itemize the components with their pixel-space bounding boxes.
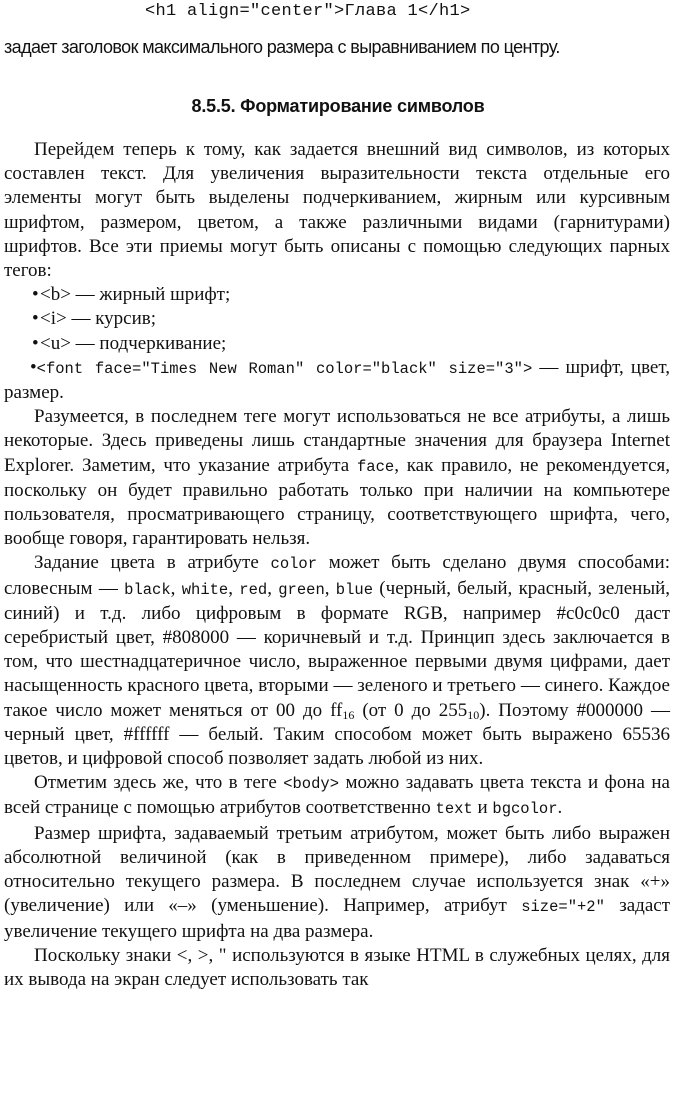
list-item-text: <u> — подчеркивание; bbox=[40, 332, 227, 354]
tag-list bbox=[4, 283, 670, 405]
list-item-text: <i> — курсив; bbox=[40, 308, 157, 330]
paragraph-body-tag bbox=[4, 771, 670, 821]
list-item-text: — шрифт, цвет, размер. bbox=[4, 356, 670, 404]
section-heading: 8.5.5. Форматирование символов bbox=[191, 96, 485, 116]
list-item-italic bbox=[4, 307, 670, 331]
text-run: и bbox=[472, 797, 493, 819]
paragraph-special-chars: Поскольку знаки <, >, " используются в языке HTML в служебных целях, для их вывода на экран следует использовать так bbox=[4, 944, 670, 990]
font-tag-code: <font face="Times New Roman" color="black" size="3"> bbox=[36, 359, 533, 378]
inline-code: color bbox=[270, 555, 318, 574]
text-run: (от 0 до 255 bbox=[354, 699, 468, 721]
text-run: , bbox=[267, 577, 279, 599]
inline-code: text bbox=[435, 800, 473, 819]
text-run: , bbox=[228, 577, 240, 599]
bullet: • bbox=[30, 356, 37, 378]
inline-code: blue bbox=[335, 580, 374, 599]
inline-code: green bbox=[278, 580, 325, 599]
text-run: , как правило, не рекомендуется, поскольку он будет правильно работать только при наличии на компьютере пользователя, просматривающего страницу, соответствующего шрифта, чего, вообще говоря, гарантировать нельзя. bbox=[4, 454, 670, 550]
text-run: задаст увеличение текущего шрифта на два размера. bbox=[4, 895, 670, 942]
text-run: (черный, белый, красный, зеленый, синий) и т.д. либо цифровым в формате RGB, например #c0c0c0 даст серебристый цвет, #808000 — коричневый и т.д. Принцип здесь заключается в том, что шестнадцатеричное число, выраженное первыми двумя цифрами, дает насыщенность красного цвета, вторыми — зеленого и третьего — синего. Каждое такое число может меняться от 00 до ff bbox=[4, 577, 671, 721]
paragraph-color bbox=[4, 551, 670, 771]
bullet: • bbox=[32, 308, 39, 330]
list-item-bold bbox=[4, 283, 670, 307]
lead-sentence: задает заголовок максимального размера с выравниванием по центру. bbox=[4, 37, 560, 57]
text-run: Размер шрифта, задаваемый третьим атрибутом, может быть либо выражен абсолютной величиной (как в приведенном примере), либо задаваться относительно текущего размера. В последнем случае используется знак «+» (увеличение) или «–» (уменьшение). Например, атрибут bbox=[4, 822, 670, 917]
text-run: , bbox=[324, 577, 336, 599]
text-run: ). Поэтому #000000 — черный цвет, #ffffff — белый. Таким способом может быть выражено 65536 цветов, и цифровой способ позволяет задать любой из них. bbox=[4, 699, 670, 770]
paragraph-attributes bbox=[4, 405, 670, 551]
subscript: 10 bbox=[467, 707, 480, 722]
section-body bbox=[4, 138, 670, 992]
bullet: • bbox=[32, 332, 39, 354]
text-run: . bbox=[557, 797, 563, 819]
list-item-underline bbox=[4, 332, 670, 356]
subscript: 16 bbox=[342, 707, 355, 722]
paragraph-intro: Перейдем теперь к тому, как задается внешний вид символов, из которых составлен текст. Для увеличения выразительности текста отдельные его элементы могут быть выделены подчеркиванием, жирным или курсивным шрифтом, размером, цветом, а также различными видами (гарнитурами) шрифтов. Все эти приемы могут быть описаны с помощью следующих парных тегов: bbox=[4, 139, 670, 282]
inline-code: red bbox=[239, 580, 268, 599]
inline-code: bgcolor bbox=[492, 800, 558, 819]
inline-code: face bbox=[356, 457, 395, 476]
text-run: , bbox=[170, 577, 182, 599]
inline-code: black bbox=[124, 580, 171, 599]
paragraph-font-size bbox=[4, 822, 670, 944]
text-run: Разумеется, в последнем теге могут использоваться не все атрибуты, а лишь некоторые. Здесь приведены лишь стандартные значения для браузера Internet Explorer. Заметим, что указание атрибута bbox=[4, 406, 670, 476]
inline-code: white bbox=[181, 580, 229, 599]
text-run: может быть сделано двумя способами: словесным — bbox=[4, 552, 670, 599]
code-example-h1: <h1 align="center">Глава 1</h1> bbox=[145, 2, 471, 21]
text-run: Задание цвета в атрибуте bbox=[34, 552, 271, 574]
list-item-text: <b> — жирный шрифт; bbox=[40, 284, 231, 306]
inline-code: size="+2" bbox=[521, 898, 605, 917]
bullet: • bbox=[32, 284, 39, 306]
text-run: можно задавать цвета текста и фона на всей странице с помощью атрибутов соответственно bbox=[4, 772, 670, 819]
inline-code: <body> bbox=[283, 775, 340, 794]
list-item-font bbox=[4, 356, 670, 405]
text-run: Отметим здесь же, что в теге bbox=[34, 772, 284, 794]
